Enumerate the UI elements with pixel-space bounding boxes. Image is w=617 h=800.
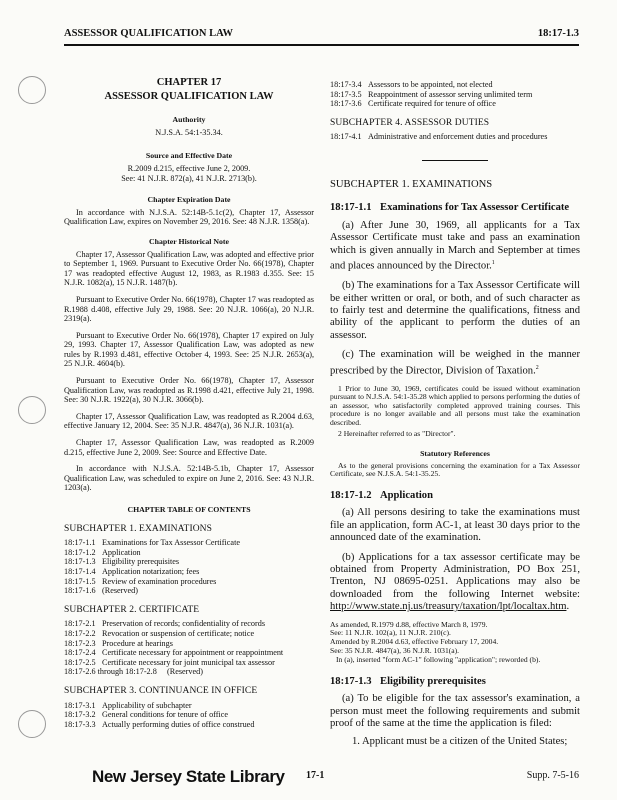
statutory-heading: Statutory References: [420, 449, 490, 459]
toc-entry[interactable]: [64, 548, 314, 558]
toc-entry[interactable]: [64, 710, 314, 720]
section-number: 18:17-1.1: [330, 202, 372, 214]
toc-entry[interactable]: [64, 648, 314, 658]
paragraph-text: .: [566, 601, 570, 613]
toc-entry-title: Certificate necessary for joint municipal tax assessor: [102, 657, 275, 667]
history-paragraph: Pursuant to Executive Order No. 66(1978), Chapter 17, Assessor Qualification Law, was readopted as R.1998 d.421, effective July 21, 1998. See: 30 N.J.R. 1922(a), 30 N.J.R. 3066(b).: [64, 376, 314, 405]
punch-hole: [18, 76, 46, 104]
section-heading: [330, 677, 580, 687]
section-number: 18:17-1.3: [330, 675, 372, 687]
header-title: ASSESSOR QUALIFICATION LAW: [64, 28, 234, 39]
toc-entry[interactable]: [64, 557, 314, 567]
library-logo: New Jersey State Library: [92, 767, 285, 786]
section-number: 18:17-1.2: [330, 489, 372, 501]
toc-entry-number: 18:17-2.5: [64, 657, 96, 667]
toc-entry-number: 18:17-2.1: [64, 619, 96, 629]
authority-text: N.J.S.A. 54:1-35.34.: [155, 127, 223, 137]
toc-entry-number: 18:17-2.2: [64, 628, 96, 638]
paragraph: (a) All persons desiring to take the examinations must file an application, form AC-1, at least 30 days prior to the announced date of the examination.: [330, 507, 580, 544]
toc-subchapter-heading: SUBCHAPTER 3. CONTINUANCE IN OFFICE: [64, 685, 258, 696]
history-paragraph: In accordance with N.J.S.A. 52:14B-5.1b, Chapter 17, Assessor Qualification Law, was scheduled to expire on June 2, 2016. See: 43 N.J.R. 1203(a).: [64, 464, 314, 493]
toc-subchapter-heading: SUBCHAPTER 2. CERTIFICATE: [64, 604, 200, 615]
history-line: See: 35 N.J.R. 4847(a), 36 N.J.R. 1031(a).: [330, 646, 460, 656]
statutory-text: As to the general provisions concerning the examination for a Tax Assessor Certificate, see N.J.S.A. 54:1-35.25.: [330, 460, 580, 479]
expiration-heading: Chapter Expiration Date: [147, 195, 231, 205]
toc-entry-number: 18:17-3.4: [330, 80, 362, 89]
toc-entry[interactable]: [64, 567, 314, 577]
section-title: Eligibility prerequisites: [380, 675, 486, 687]
footnote: 1 Prior to June 30, 1969, certificates could be issued without examination pursuant to N.J.S.A. 54:1-35.28 which applied to persons performing the duties of an assessor, who satisfactorily completed approved training courses. This procedure is no longer available and all persons must take the examination described.: [330, 383, 580, 427]
source-heading: Source and Effective Date: [145, 151, 233, 161]
chapter-title: ASSESSOR QUALIFICATION LAW: [104, 90, 274, 102]
toc-entry-number: 18:17-2.3: [64, 638, 96, 648]
history-heading: Chapter Historical Note: [149, 236, 229, 246]
paragraph: (a) To be eligible for the tax assessor's examination, a person must meet the following requirements and submit proof of the same at the time the application is filed:: [330, 693, 580, 730]
toc-entry-number: 18:17-1.6: [64, 586, 96, 596]
website-link[interactable]: http://www.state.nj.us/treasury/taxation/lpt/localtax.htm: [330, 601, 567, 613]
header-section: 18:17-1.3: [537, 28, 579, 39]
toc-entry-title: Examinations for Tax Assessor Certificate: [102, 538, 240, 548]
chapter-number: CHAPTER 17: [156, 77, 222, 88]
history-paragraph: Chapter 17, Assessor Qualification Law, was adopted and effective prior to September 1, 1969. Pursuant to Executive Order No. 66(1978), Chapter 17 was readopted effective August 12, 1983, as R.1983 d.355. See: 15 N.J.R. 1082(a), 15 N.J.R. 1487(b).: [64, 249, 314, 288]
footnote: 2 Hereinafter referred to as "Director".: [338, 429, 456, 439]
toc-entry-number: 18:17-1.4: [64, 566, 96, 576]
toc-subchapter-heading: SUBCHAPTER 4. ASSESSOR DUTIES: [330, 117, 490, 128]
toc-entry[interactable]: [64, 619, 314, 629]
paragraph-text: (a) After June 30, 1969, all applicants for a Tax Assessor Certificate must take and pass an examination which is given annually in March and September at times and places announced by the Director.: [330, 219, 580, 272]
toc-entry-title: General conditions for tenure of office: [102, 710, 229, 720]
right-column: [330, 80, 580, 747]
toc-entry[interactable]: [64, 538, 314, 548]
toc-entry[interactable]: [64, 629, 314, 639]
paragraph: (b) The examinations for a Tax Assessor Certificate will be either written or oral, or both, and of such character as to fairly test and determine the qualifications, fitness and ability of the applicant to perform the duties of an assessor.: [330, 280, 580, 341]
history-paragraph: Pursuant to Executive Order No. 66(1978), Chapter 17 expired on July 29, 1993. Chapter 17, Assessor Qualification Law, was adopted as new rules by R.1993 d.481, effective October 4, 1993. See: 25 N.J.R. 2653(a), 25 N.J.R. 4604(b).: [64, 330, 314, 369]
section-heading: [330, 203, 580, 213]
toc-entry-number: 18:17-3.5: [330, 89, 362, 99]
section-title: Application: [380, 489, 433, 501]
divider: [422, 160, 488, 161]
toc-entry-title: Revocation or suspension of certificate; notice: [102, 628, 255, 638]
toc-entry[interactable]: [64, 658, 314, 668]
toc-entry[interactable]: [64, 720, 314, 730]
toc-subchapter-heading: SUBCHAPTER 1. EXAMINATIONS: [64, 523, 213, 534]
toc-entry-number: 18:17-3.6: [330, 99, 362, 109]
left-column: [64, 78, 314, 729]
paragraph-text: (b) Applications for a tax assessor certificate may be obtained from Property Administration, PO Box 251, Trenton, NJ 08695-0251. Applications may also be downloaded from the following Internet website:: [330, 551, 580, 600]
toc-entry-number: 18:17-3.3: [64, 719, 96, 729]
list-item: 1. Applicant must be a citizen of the United States;: [352, 736, 568, 748]
toc-entry-title: Review of examination procedures: [102, 576, 217, 586]
toc-entry-number: 18:17-1.1: [64, 538, 96, 548]
toc-entry-number: 18:17-4.1: [330, 132, 362, 142]
punch-hole: [18, 710, 46, 738]
paragraph: [330, 220, 580, 273]
toc-entry[interactable]: [330, 132, 580, 142]
toc-entry-number: 18:17-1.5: [64, 576, 96, 586]
expiration-text: In accordance with N.J.S.A. 52:14B-5.1c(2), Chapter 17, Assessor Qualification Law, expires on November 29, 2016. See: 48 N.J.R. 1358(a).: [64, 207, 314, 227]
page-number: 17-1: [306, 770, 325, 781]
toc-entry-title: Application: [102, 547, 141, 557]
footnote-ref[interactable]: 1: [491, 260, 495, 267]
toc-entry-number: 18:17-1.3: [64, 557, 96, 567]
section-title: Examinations for Tax Assessor Certificate: [380, 202, 570, 214]
toc-entry[interactable]: [64, 577, 314, 587]
toc-heading: CHAPTER TABLE OF CONTENTS: [127, 505, 251, 514]
toc-entry-title: Administrative and enforcement duties and procedures: [368, 132, 548, 142]
amendment-history: [330, 621, 580, 665]
toc-entry-title: Reappointment of assessor serving unlimited term: [368, 89, 533, 99]
toc-entry-number: 18:17-3.1: [64, 700, 96, 710]
history-line: Amended by R.2004 d.63, effective February 17, 2004.: [330, 637, 499, 647]
toc-entry-title: Certificate necessary for appointment or reappointment: [102, 648, 284, 658]
paragraph: [330, 349, 580, 377]
toc-entry[interactable]: [64, 586, 314, 596]
punch-hole: [18, 396, 46, 424]
running-header: [64, 28, 579, 46]
history-line: In (a), inserted "form AC-1" following "application"; reworded (b).: [336, 654, 541, 664]
history-line: See: 11 N.J.R. 102(a), 11 N.J.R. 210(c).: [330, 628, 451, 638]
history-paragraph: Chapter 17, Assessor Qualification Law, was readopted as R.2009 d.215, effective June 2, 2009. See: Source and Effective Date.: [64, 438, 314, 457]
authority-heading: Authority: [172, 115, 206, 125]
toc-entry-title: Eligibility prerequisites: [102, 557, 180, 567]
toc-entry-title: Actually performing duties of office construed: [102, 719, 255, 729]
toc-entry[interactable]: [64, 639, 314, 649]
toc-entry-title: Preservation of records; confidentiality of records: [102, 619, 266, 629]
paragraph-text: (c) The examination will be weighed in the manner prescribed by the Director, Division of Taxation.: [330, 349, 580, 377]
page-footer: [64, 765, 579, 787]
paragraph: [330, 552, 580, 614]
toc-entry-number: 18:17-1.2: [64, 547, 96, 557]
toc-entry-number: 18:17-3.2: [64, 710, 96, 720]
history-paragraph: Pursuant to Executive Order No. 66(1978), Chapter 17 was readopted as R.1988 d.408, effective July 29, 1988. See: 20 N.J.R. 1066(a), 20 N.J.R. 2319(a).: [64, 294, 314, 324]
toc-entry-title: Application notarization; fees: [102, 566, 200, 576]
toc-entry-title: Assessors to be appointed, not elected: [368, 80, 493, 89]
history-paragraph: Chapter 17, Assessor Qualification Law, was readopted as R.2004 d.63, effective January 12, 2004. See: 35 N.J.R. 4847(a), 36 N.J.R. 1031(a).: [64, 411, 314, 431]
section-heading: [330, 491, 580, 501]
toc-entry-title: 18:17-2.6 through 18:17-2.8 (Reserved): [64, 667, 203, 677]
footnote-ref[interactable]: 2: [535, 364, 539, 371]
toc-entry-title: (Reserved): [102, 586, 138, 596]
toc-entry-title: Procedure at hearings: [102, 638, 173, 648]
toc-entry[interactable]: [330, 80, 580, 90]
source-line: R.2009 d.215, effective June 2, 2009.: [127, 163, 251, 173]
toc-entry-number: 18:17-2.4: [64, 648, 96, 658]
toc-entry[interactable]: [330, 90, 580, 100]
toc-entry-title: Certificate required for tenure of office: [368, 99, 496, 109]
history-line: As amended, R.1979 d.88, effective March 8, 1979.: [330, 619, 488, 629]
source-line: See: 41 N.J.R. 872(a), 41 N.J.R. 2713(b).: [121, 173, 257, 183]
toc-entry[interactable]: [64, 701, 314, 711]
toc-entry[interactable]: [330, 99, 580, 109]
subchapter-title: SUBCHAPTER 1. EXAMINATIONS: [330, 178, 493, 190]
toc-entry-title: Applicability of subchapter: [102, 700, 192, 710]
toc-entry[interactable]: [64, 667, 314, 677]
supplement-date: Supp. 7-5-16: [526, 770, 579, 781]
